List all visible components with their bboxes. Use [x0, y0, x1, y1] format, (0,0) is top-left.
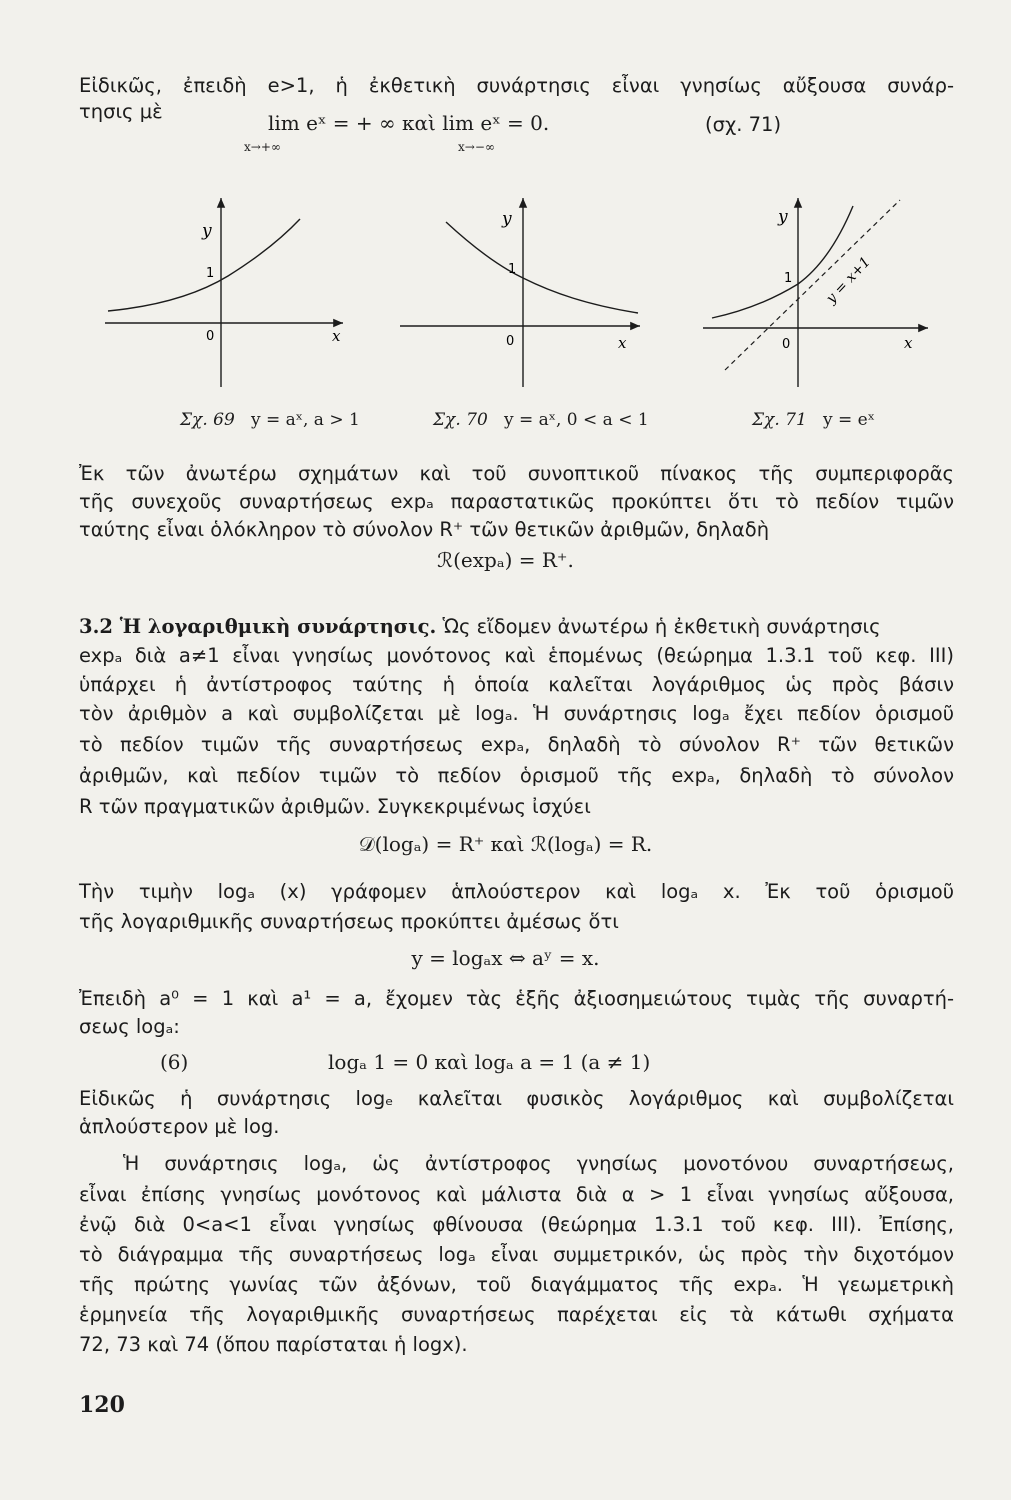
page-number: 120: [79, 1392, 125, 1418]
x-label: x: [904, 334, 913, 352]
para1-line-2: τῆς συνεχοῦς συναρτήσεως expₐ παραστατικῶς προκύπτει ὅτι τὸ πεδίον τιμῶν: [79, 490, 954, 513]
section-line-1: [79, 615, 954, 639]
figure-69: [100, 192, 350, 392]
x-label: x: [332, 327, 341, 345]
decay-curve: [446, 222, 638, 313]
intro-line-1: Εἰδικῶς, ἐπειδὴ e>1, ἡ ἐκθετικὴ συνάρτησις εἶναι γνησίως αὔξουσα συνάρ-: [79, 74, 954, 97]
section-line-6: ἀριθμῶν, καὶ πεδίον τιμῶν τὸ πεδίον ὁρισμοῦ τῆς expₐ, δηλαδὴ τὸ σύνολον: [79, 764, 954, 787]
para3-line-2: σεως logₐ:: [79, 1015, 180, 1038]
one-label: 1: [206, 266, 215, 281]
caption-formula: y = aˣ, 0 < a < 1: [503, 410, 649, 430]
caption-fig-71: [752, 410, 875, 430]
domain-range-log-formula: 𝒟(logₐ) = R⁺ καὶ ℛ(logₐ) = R.: [358, 832, 653, 856]
x-label: x: [618, 334, 627, 352]
range-exp-formula: ℛ(expₐ) = R⁺.: [437, 548, 574, 572]
fig-71-reference: (σχ. 71): [705, 113, 782, 136]
para5-line-3: ἐνῷ διὰ 0<a<1 εἶναι γνησίως φθίνουσα (θεώρημα 1.3.1 τοῦ κεφ. III). Ἐπίσης,: [79, 1213, 954, 1236]
section-line-3: ὑπάρχει ἡ ἀντίστροφος ταύτης ἡ ὁποία καλεῖται λογάριθμος ὡς πρὸς βάσιν: [79, 673, 954, 696]
origin-label: 0: [206, 329, 215, 344]
limit-1-subscript: x→+∞: [244, 140, 281, 154]
caption-formula: y = aˣ, a > 1: [250, 410, 360, 430]
figure-71: [700, 192, 940, 392]
limit-2-subscript: x→−∞: [458, 140, 495, 154]
log-definition-formula: y = logₐx ⇔ aʸ = x.: [411, 946, 600, 970]
para2-line-2: τῆς λογαριθμικῆς συναρτήσεως προκύπτει ἀμέσως ὅτι: [79, 910, 619, 933]
one-label: 1: [508, 262, 517, 277]
limits-formula: lim eˣ = + ∞ καὶ lim eˣ = 0.: [268, 111, 550, 135]
origin-label: 0: [506, 334, 515, 349]
caption-label: Σχ. 70: [433, 410, 488, 430]
para4-line-1: Εἰδικῶς ἡ συνάρτησις logₑ καλεῖται φυσικὸς λογάριθμος καὶ συμβολίζεται: [79, 1087, 954, 1110]
section-line-7: R τῶν πραγματικῶν ἀριθμῶν. Συγκεκριμένως ἰσχύει: [79, 795, 591, 818]
tangent-label: y = x+1: [823, 254, 874, 307]
section-line-4: τὸν ἀριθμὸν a καὶ συμβολίζεται μὲ logₐ. Ἡ συνάρτησις logₐ ἔχει πεδίον ὁρισμοῦ: [79, 702, 954, 725]
y-label: y: [202, 221, 212, 241]
one-label: 1: [784, 271, 793, 286]
section-line-2: expₐ διὰ a≠1 εἶναι γνησίως μονότονος καὶ ἑπομένως (θεώρημα 1.3.1 τοῦ κεφ. III): [79, 644, 954, 667]
para1-line-1: Ἐκ τῶν ἀνωτέρω σχημάτων καὶ τοῦ συνοπτικοῦ πίνακος τῆς συμπεριφορᾶς: [79, 462, 954, 485]
para3-line-1: Ἐπειδὴ a⁰ = 1 καὶ a¹ = a, ἔχομεν τὰς ἑξῆς ἀξιοσημειώτους τιμὰς τῆς συναρτή-: [79, 987, 954, 1010]
equation-number: (6): [160, 1050, 189, 1074]
caption-label: Σχ. 69: [180, 410, 235, 430]
caption-fig-70: [433, 410, 649, 430]
y-label: y: [502, 209, 512, 229]
para1-line-3: ταύτης εἶναι ὁλόκληρον τὸ σύνολον R⁺ τῶν θετικῶν ἀριθμῶν, δηλαδὴ: [79, 518, 770, 541]
section-heading: 3.2 Ἡ λογαριθμικὴ συνάρτησις.: [79, 615, 437, 638]
para4-line-2: ἁπλούστερον μὲ log.: [79, 1115, 280, 1138]
caption-label: Σχ. 71: [752, 410, 807, 430]
para5-line-7: 72, 73 καὶ 74 (ὅπου παρίσταται ἡ logx).: [79, 1333, 468, 1356]
para5-line-5: τῆς πρώτης γωνίας τῶν ἀξόνων, τοῦ διαγάμματος τῆς expₐ. Ἡ γεωμετρικὴ: [79, 1273, 954, 1296]
figure-70: [398, 192, 648, 392]
y-label: y: [778, 207, 788, 227]
para5-line-4: τὸ διάγραμμα τῆς συναρτήσεως logₐ εἶναι συμμετρικόν, ὡς πρὸς τὴν διχοτόμον: [79, 1243, 954, 1266]
para2-line-1: Τὴν τιμὴν logₐ (x) γράφομεν ἁπλούστερον καὶ logₐ x. Ἐκ τοῦ ὁρισμοῦ: [79, 880, 954, 903]
section-line-5: τὸ πεδίον τιμῶν τῆς συναρτήσεως expₐ, δηλαδὴ τὸ σύνολον R⁺ τῶν θετικῶν: [79, 733, 954, 756]
para5-line-2: εἶναι ἐπίσης γνησίως μονότονος καὶ μάλιστα διὰ α > 1 εἶναι γνησίως αὔξουσα,: [79, 1183, 954, 1206]
para5-line-6: ἑρμηνεία τῆς λογαριθμικῆς συναρτήσεως παρέχεται εἰς τὰ κάτωθι σχήματα: [79, 1303, 954, 1326]
log-values-formula: logₐ 1 = 0 καὶ logₐ a = 1 (a ≠ 1): [328, 1050, 651, 1074]
intro-line-2: τησις μὲ: [79, 100, 163, 123]
para5-line-1: Ἡ συνάρτησις logₐ, ὡς ἀντίστροφος γνησίως μονοτόνου συναρτήσεως,: [123, 1152, 954, 1175]
caption-fig-69: [180, 410, 360, 430]
origin-label: 0: [782, 337, 791, 352]
caption-formula: y = eˣ: [822, 410, 875, 430]
section-line-1-rest: Ὡς εἴδομεν ἀνωτέρω ἡ ἐκθετικὴ συνάρτησις: [442, 615, 881, 638]
tangent-line: [725, 200, 900, 370]
